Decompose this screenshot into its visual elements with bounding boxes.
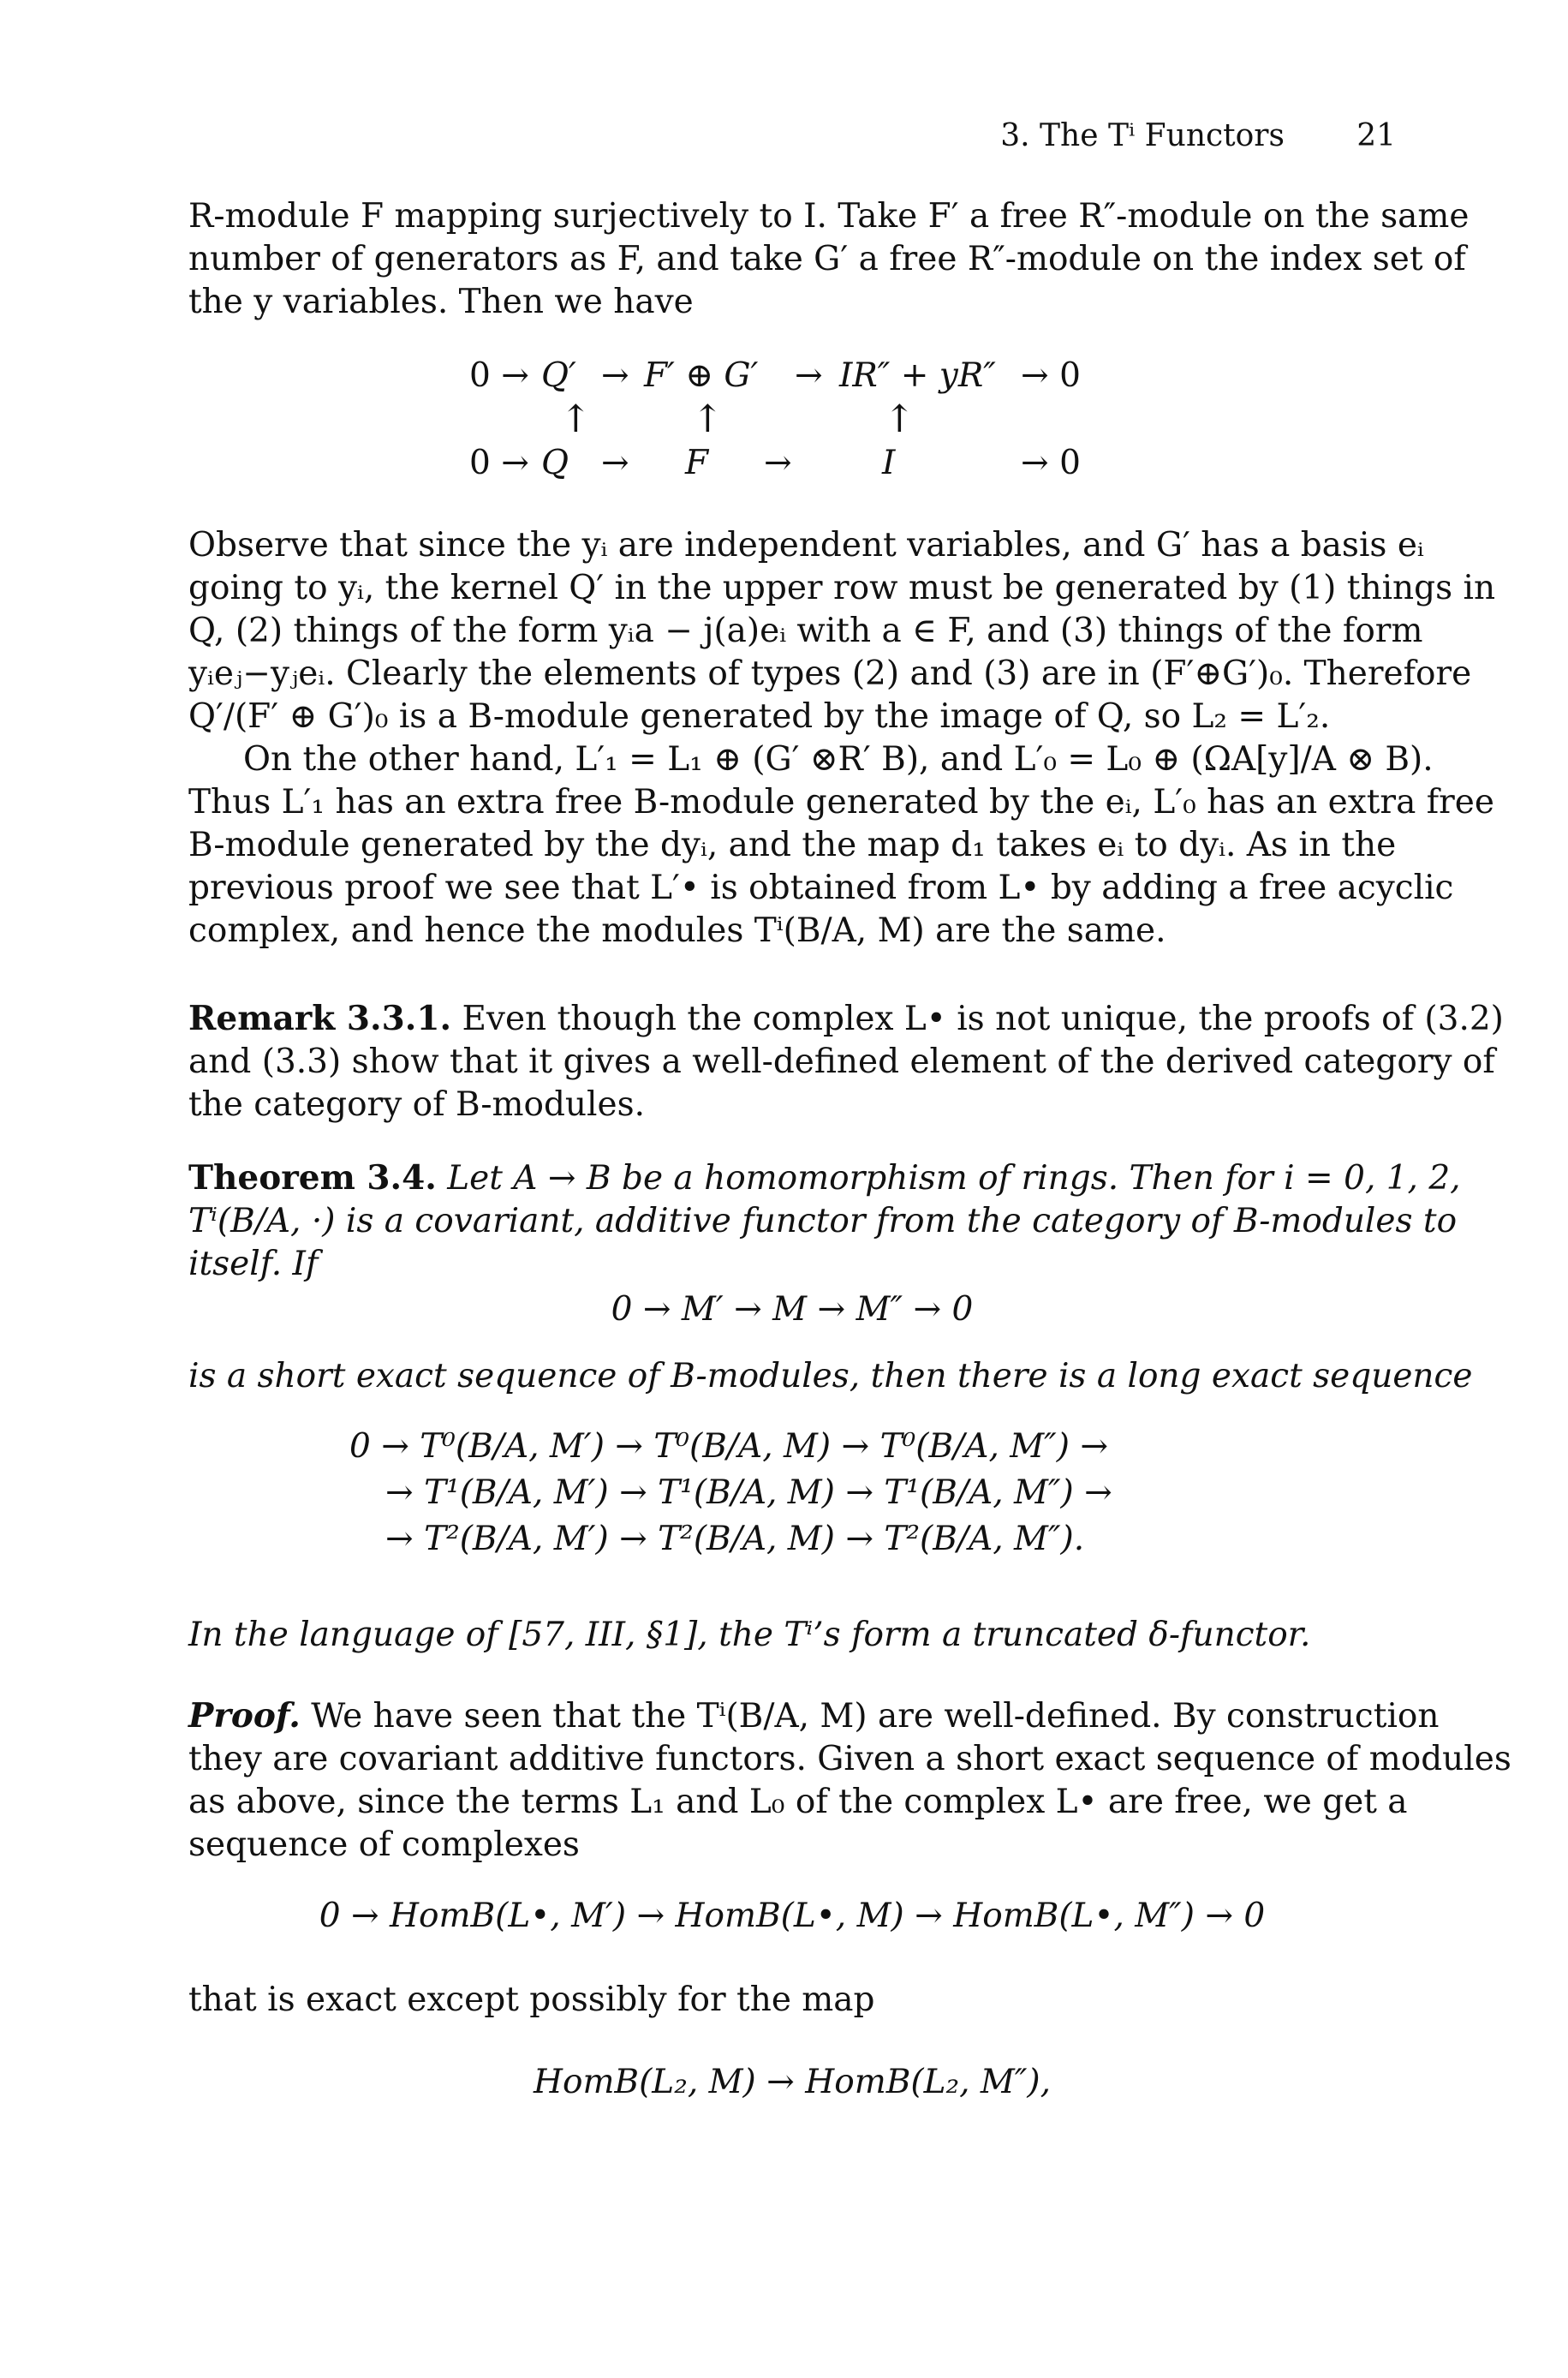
text-line: complex, and hence the modules Tⁱ(B/A, M) are the same. [188,911,1166,950]
hom-map: HomB(L₂, M) → HomB(L₂, M″), [533,2063,1052,2101]
text-line: Observe that since the yᵢ are independent variables, and G′ has a basis eᵢ [188,526,1424,565]
diagram-top-ir-yr: IR″ + yR″ [839,356,996,395]
text-line: On the other hand, L′₁ = L₁ ⊕ (G′ ⊗R′ B), and L′₀ = L₀ ⊕ (ΩA[y]/A ⊗ B). [243,740,1434,779]
diagram-top-arrow-2: → [795,356,823,395]
text-line: Even though the complex L• is not unique, the proofs of (3.2) [451,1000,1504,1038]
diagram-top-f-plus-g: F′ ⊕ G′ [644,356,759,395]
hom-sequence: 0 → HomB(L•, M′) → HomB(L•, M) → HomB(L•, M″) → 0 [319,1897,1266,1935]
text-line: Q, (2) things of the form yᵢa − j(a)eᵢ with a ∈ F, and (3) things of the form [188,612,1423,650]
diagram-bottom-f: F [685,444,709,482]
proof-continuation [188,1979,1396,2022]
text-line: number of generators as F, and take G′ a free R″-module on the index set of [188,240,1466,278]
diagram-top-zero: 0 → [469,356,529,395]
text-line: the category of B-modules. [188,1085,646,1124]
text-line: previous proof we see that L′• is obtained from L• by adding a free acyclic [188,869,1454,907]
up-arrow-icon: ↑ [884,397,915,441]
page-number: 21 [1356,118,1396,153]
text-line: and (3.3) show that it gives a well-defined element of the derived category of [188,1043,1495,1081]
diagram-top-q-prime: Q′ [541,356,576,395]
text-line: Let A → B be a homomorphism of rings. Then for i = 0, 1, 2, [436,1159,1461,1198]
text-line: itself. If [188,1245,319,1283]
diagram-top-end: → 0 [1021,356,1081,395]
running-header-title: 3. The Tⁱ Functors [1000,118,1285,153]
paragraph-1 [188,195,1470,324]
text-line: We have seen that the Tⁱ(B/A, M) are well-defined. By construction [300,1697,1440,1736]
text-line: is a short exact sequence of B-modules, then there is a long exact sequence [188,1357,1473,1395]
theorem-label: Theorem 3.4. [188,1158,437,1198]
running-header [188,118,1396,161]
theorem-continuation [188,1355,1473,1398]
theorem-3-4 [188,1156,1461,1286]
text-line: Thus L′₁ has an extra free B-module generated by the eᵢ, L′₀ has an extra free [188,783,1494,822]
theorem-closing [188,1614,1396,1657]
proof [188,1694,1511,1867]
proof-label: Proof. [188,1696,301,1736]
remark-label: Remark 3.3.1. [188,999,452,1038]
text-line: going to yᵢ, the kernel Q′ in the upper row must be generated by (1) things in [188,569,1496,607]
short-exact-sequence: 0 → M′ → M → M″ → 0 [611,1290,974,1329]
diagram-bottom-arrow-2: → [764,444,792,482]
remark-3-3-1 [188,997,1504,1126]
text-line: Q′/(F′ ⊕ G′)₀ is a B-module generated by the image of Q, so L₂ = L′₂. [188,697,1331,736]
text-line: R-module F mapping surjectively to I. Take F′ a free R″-module on the same [188,197,1470,236]
paragraph-3 [188,738,1494,953]
diagram-top-arrow-1: → [601,356,629,395]
text-line: they are covariant additive functors. Given a short exact sequence of modules [188,1740,1511,1778]
long-seq-line-1: 0 → T⁰(B/A, M′) → T⁰(B/A, M) → T⁰(B/A, M″) → [349,1427,1109,1466]
paragraph-2 [188,524,1496,738]
long-seq-line-2: → T¹(B/A, M′) → T¹(B/A, M) → T¹(B/A, M″) → [385,1473,1112,1512]
long-seq-line-3: → T²(B/A, M′) → T²(B/A, M) → T²(B/A, M″). [385,1520,1085,1558]
diagram-bottom-end: → 0 [1021,444,1081,482]
text-line: sequence of complexes [188,1825,580,1864]
text-line: as above, since the terms L₁ and L₀ of the complex L• are free, we get a [188,1783,1408,1821]
text-line: yᵢeⱼ−yⱼeᵢ. Clearly the elements of types (2) and (3) are in (F′⊕G′)₀. Therefore [188,654,1472,693]
up-arrow-icon: ↑ [560,397,592,441]
text-line: that is exact except possibly for the map [188,1981,875,2019]
text-line: the y variables. Then we have [188,283,694,321]
diagram-bottom-i: I [882,444,896,482]
up-arrow-icon: ↑ [692,397,724,441]
diagram-bottom-zero: 0 → [469,444,529,482]
text-line: B-module generated by the dyᵢ, and the map d₁ takes eᵢ to dyᵢ. As in the [188,826,1397,864]
diagram-bottom-q: Q [541,444,569,482]
text-line: In the language of [57, III, §1], the Tⁱ’s form a truncated δ-functor. [188,1616,1311,1654]
diagram-bottom-arrow-1: → [601,444,629,482]
text-line: Tⁱ(B/A, ·) is a covariant, additive functor from the category of B-modules to [188,1202,1458,1240]
